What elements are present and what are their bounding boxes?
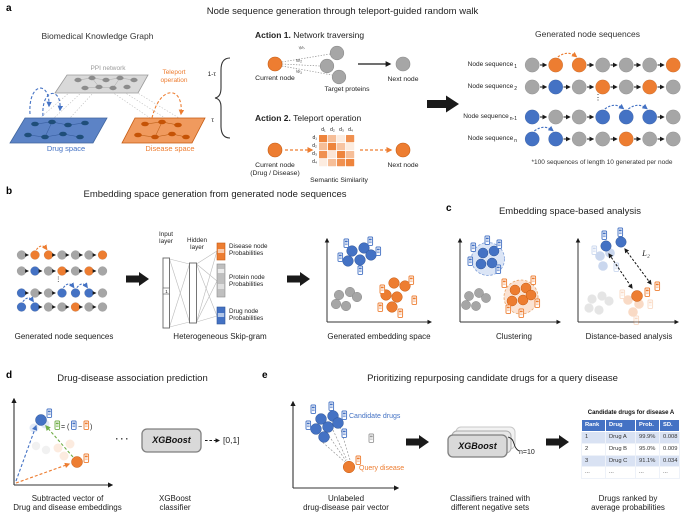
weight-w3: w₃	[295, 68, 303, 76]
action2-current-label	[245, 162, 305, 178]
disease-prob-label	[229, 243, 268, 258]
disease-prob-line2: Probabilities	[229, 250, 264, 258]
hidden-layer-line2: layer	[190, 244, 204, 252]
matrix-col-d1: d₁	[321, 127, 326, 133]
seq-label-sub: 1	[514, 64, 517, 71]
caption-xgb-line1: XGBoost	[158, 494, 191, 503]
sequences-footnote: *100 sequences of length 10 generated per node	[531, 159, 673, 166]
table-header-cell: SD.	[660, 420, 680, 432]
skipgram-network-drawing	[163, 243, 225, 328]
node-sequences-drawing	[525, 53, 680, 146]
input-layer-line2: layer	[159, 238, 173, 246]
action2-next-label: Next node	[387, 162, 419, 169]
table-title: Candidate drugs for disease A	[587, 410, 675, 416]
panel-a-label: a	[6, 3, 12, 14]
knowledge-graph-drawing	[10, 75, 205, 143]
query-disease-label: Query disease	[359, 465, 405, 472]
matrix-row-d2: d₂	[312, 143, 317, 149]
mini-sequences-ellipsis: ⋮	[55, 276, 62, 283]
ppi-network-label: PPI network	[90, 65, 126, 72]
target-proteins-label: Target proteins	[324, 86, 370, 93]
skipgram-caption: Heterogeneous Skip-gram	[173, 332, 267, 341]
eq-minus: −	[78, 424, 83, 431]
table-cell: ...	[660, 467, 680, 479]
caption-classifiers-line1: Classifiers trained with	[449, 494, 531, 503]
action2-current-line2: (Drug / Disease)	[250, 170, 300, 178]
table-cell: 0.034	[660, 455, 680, 467]
panel-d-title: Drug-disease association prediction	[57, 373, 208, 384]
flow-arrow-e2	[546, 435, 569, 449]
output-range-label: [0,1]	[223, 435, 240, 445]
seq-label-text: Node sequence	[463, 113, 509, 120]
subtracted-vector-drawing	[14, 399, 112, 485]
table-header	[582, 420, 680, 432]
seq-row2-label	[450, 83, 517, 93]
embedding-space-caption: Generated embedding space	[327, 332, 431, 341]
eq-equals: = (	[61, 424, 70, 431]
weight-w1: w₁	[298, 44, 306, 52]
seq-label-sub: n	[514, 138, 517, 145]
clustering-caption: Clustering	[495, 332, 532, 341]
drug-prob-label	[229, 308, 263, 323]
action1-current-label: Current node	[255, 75, 295, 82]
caption-xgb-line2: classifier	[159, 503, 191, 513]
action1-heading	[255, 30, 364, 40]
embedding-space-drawing	[327, 237, 431, 322]
candidate-drugs-table	[581, 419, 680, 479]
n-equals-label: n=10	[519, 449, 535, 456]
prob-tau: τ	[211, 117, 214, 124]
drug-prob-line1: Drug node	[229, 308, 259, 315]
candidate-table-block	[581, 410, 681, 479]
matrix-col-d4: d₄	[348, 127, 353, 133]
table-row	[582, 443, 680, 455]
protein-prob-line1: Protein node	[229, 274, 265, 281]
action1-next-label: Next node	[387, 76, 419, 83]
seq-label-text: Node sequence	[467, 83, 514, 90]
brace	[215, 58, 230, 138]
l2-distance-label: L₂	[642, 248, 650, 258]
action2-current-line1: Current node	[255, 162, 295, 169]
input-layer-line1: Input	[158, 231, 173, 238]
bkg-title: Biomedical Knowledge Graph	[41, 31, 154, 41]
caption-subtracted-line2: Drug and disease embeddings	[13, 503, 122, 513]
table-row	[582, 431, 680, 443]
ellipsis-dots: ···	[115, 434, 131, 444]
panel-c-label: c	[446, 203, 452, 214]
caption-classifiers-line2: different negative sets	[450, 503, 530, 513]
table-cell: 91.1%	[636, 455, 660, 467]
table-header-cell: Drug	[606, 420, 636, 432]
input-cell-one: 1	[165, 289, 168, 294]
action2-heading	[255, 113, 361, 123]
disease-prob-line1: Disease node	[229, 243, 268, 250]
semantic-similarity-label: Semantic Similarity	[310, 177, 368, 184]
table-row	[582, 455, 680, 467]
flow-arrow-a	[427, 96, 459, 113]
drug-space-label: Drug space	[46, 144, 86, 153]
drug-prob-line2: Probabilities	[229, 315, 264, 323]
teleport-line1: Teleport	[162, 69, 186, 76]
matrix-col-d3: d₃	[339, 127, 344, 133]
caption-xgboost-classifier	[135, 494, 215, 513]
distance-analysis-drawing	[578, 228, 678, 324]
seq-label-text: Node sequence	[467, 61, 514, 68]
action2-prefix: Action 2.	[255, 113, 291, 123]
panel-a-title: Node sequence generation through teleport-guided random walk	[206, 6, 479, 17]
action1-name: Network traversing	[293, 30, 365, 40]
hidden-layer-line1: Hidden	[187, 237, 207, 244]
disease-space-label: Disease space	[145, 144, 195, 153]
seq-row3-label	[450, 113, 517, 123]
teleport-line2: operation	[160, 76, 188, 84]
protein-prob-label	[229, 274, 265, 289]
table-cell: 0.008	[660, 431, 680, 443]
panel-d-label: d	[6, 370, 13, 381]
table-cell: 2	[582, 443, 606, 455]
seq-row1-label	[450, 61, 517, 71]
caption-ranked	[571, 494, 685, 513]
panel-c-title: Embedding space-based analysis	[498, 206, 642, 217]
panel-b-title: Embedding space generation from generated node sequences	[83, 189, 347, 200]
flow-arrow-b1	[126, 272, 149, 286]
matrix-col-d2: d₂	[330, 127, 335, 133]
table-cell: 3	[582, 455, 606, 467]
generated-sequences-caption: Generated node sequences	[14, 332, 114, 341]
matrix-row-d3: d₃	[312, 151, 317, 157]
teleport-operation-label	[148, 69, 200, 84]
matrix-row-d1: d₁	[312, 135, 317, 141]
flow-arrow-b2	[287, 272, 310, 286]
protein-prob-line2: Probabilities	[229, 281, 264, 289]
distance-caption: Distance-based analysis	[585, 332, 673, 341]
table-header-cell: Rank	[582, 420, 606, 432]
sequences-ellipsis: ⋮	[594, 93, 602, 102]
seq-row4-label	[450, 135, 517, 145]
action2-name: Teleport operation	[293, 113, 362, 123]
table-body	[582, 431, 680, 478]
table-cell: ...	[582, 467, 606, 479]
table-cell: 0.009	[660, 443, 680, 455]
prob-one-minus-tau: 1-τ	[207, 71, 216, 78]
table-cell: Drug A	[606, 431, 636, 443]
table-cell: 95.0%	[636, 443, 660, 455]
caption-subtracted-vector	[0, 494, 135, 513]
panel-e-title: Prioritizing repurposing candidate drugs for a query disease	[367, 373, 618, 384]
candidate-drugs-label: Candidate drugs	[349, 413, 401, 420]
eq-close: )	[90, 424, 93, 431]
table-header-cell: Prob.	[636, 420, 660, 432]
caption-unlabeled-line1: Unlabeled	[327, 494, 365, 503]
clustering-drawing	[460, 236, 560, 322]
sequences-title: Generated node sequences	[535, 29, 640, 39]
flow-arrow-e1	[406, 435, 429, 449]
table-cell: Drug C	[606, 455, 636, 467]
xgboost-stack-label: XGBoost	[458, 441, 497, 451]
weight-w2: w₂	[296, 58, 303, 64]
caption-ranked-line2: average probabilities	[591, 503, 665, 513]
caption-classifiers	[425, 494, 555, 513]
seq-label-sub: 2	[514, 86, 517, 93]
table-cell: 99.9%	[636, 431, 660, 443]
caption-unlabeled	[286, 494, 406, 513]
hidden-layer-label	[183, 237, 211, 252]
seq-label-text: Node sequence	[467, 135, 514, 142]
caption-ranked-line1: Drugs ranked by	[598, 494, 658, 503]
table-cell: ...	[636, 467, 660, 479]
similarity-matrix	[319, 135, 354, 166]
table-cell: Drug B	[606, 443, 636, 455]
panel-b-label: b	[6, 186, 13, 197]
mini-node-sequences-drawing	[17, 246, 107, 312]
xgboost-label: XGBoost	[152, 435, 191, 445]
table-cell: ...	[606, 467, 636, 479]
table-cell: 1	[582, 431, 606, 443]
input-layer-label	[152, 231, 180, 246]
table-row	[582, 467, 680, 479]
caption-unlabeled-line2: drug-disease pair vector	[303, 503, 389, 513]
panel-e-label: e	[262, 370, 268, 381]
matrix-row-d4: d₄	[312, 159, 317, 165]
action1-prefix: Action 1.	[255, 30, 291, 40]
seq-label-sub: n-1	[509, 116, 517, 123]
caption-subtracted-line1: Subtracted vector of	[31, 494, 104, 503]
